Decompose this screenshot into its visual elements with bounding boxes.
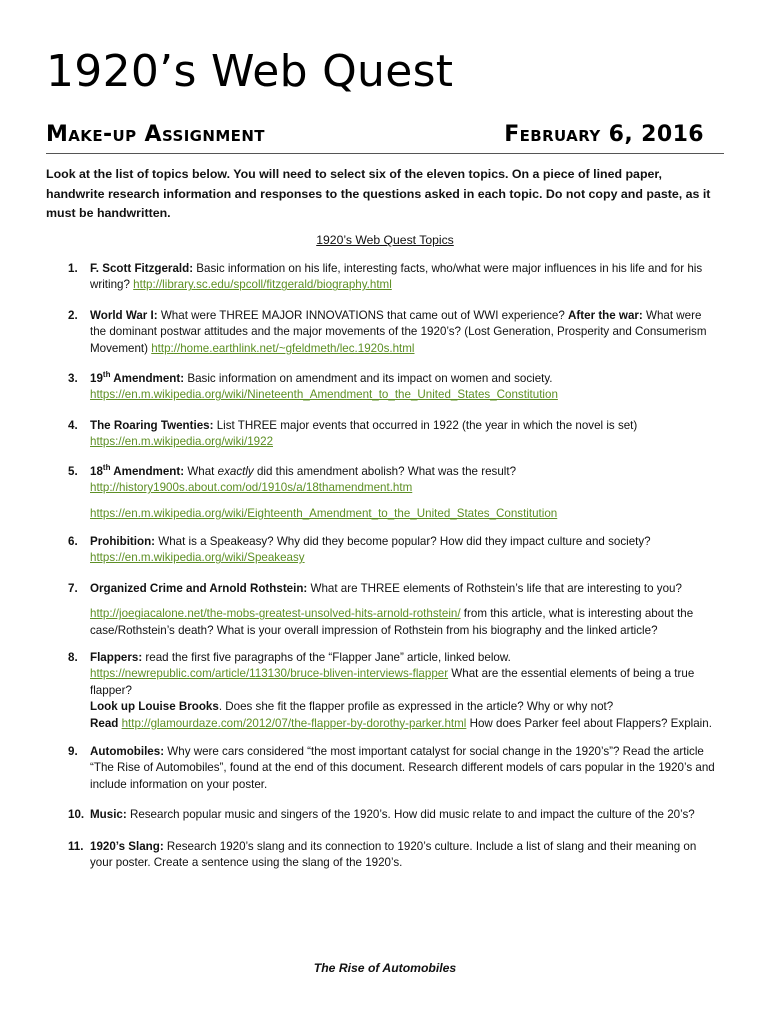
- topic-label-read: Read: [90, 716, 119, 730]
- topic-label-suffix: th: [102, 370, 111, 380]
- topic-label: F. Scott Fitzgerald:: [90, 262, 194, 275]
- document-page: [46, 0, 724, 1024]
- topic-text: read the first five paragraphs of the “Flapper Jane” article, linked below.: [142, 651, 511, 664]
- topic-text: Basic information on amendment and its impact on women and society.: [184, 372, 553, 385]
- topic-number: 8.: [68, 651, 78, 664]
- topic-item-wwi: [46, 308, 724, 357]
- topic-item-music: [46, 807, 724, 823]
- topic-label: Amendment:: [110, 372, 185, 385]
- topic-label: 1920’s Slang:: [90, 840, 164, 853]
- history-link[interactable]: http://history1900s.about.com/od/1910s/a/18thamendment.htm: [90, 481, 413, 495]
- topic-item-slang: [46, 839, 724, 872]
- topic-number: 9.: [68, 745, 78, 758]
- topic-number: 2.: [68, 309, 78, 322]
- topic-text: Why were cars considered “the most important catalyst for social change in the 1920’s”? Read the article “The Rise of Automobiles”, found at the end of this document. Research different models of cars popular in the 1920’s and include information on your poster.: [90, 745, 715, 791]
- topic-text: What are THREE elements of Rothstein’s life that are interesting to you?: [307, 582, 682, 595]
- article-link[interactable]: http://joegiacalone.net/the-mobs-greatest-unsolved-hits-arnold-rothstein/: [90, 607, 461, 621]
- topic-item-flappers: [46, 650, 724, 732]
- topic-label: Prohibition:: [90, 535, 156, 548]
- instructions-paragraph: Look at the list of topics below. You will need to select six of the eleven topics. On a piece of lined paper, handwrite research information and responses to the questions asked in each topic. Do not copy and paste, as it must be handwritten.: [46, 167, 711, 220]
- wikipedia-link[interactable]: https://en.m.wikipedia.org/wiki/Speakeasy: [90, 551, 305, 565]
- topic-label: Organized Crime and Arnold Rothstein:: [90, 582, 308, 595]
- topic-item-automobiles: [46, 744, 724, 793]
- topics-heading: 1920’s Web Quest Topics: [316, 233, 454, 247]
- wikipedia-link[interactable]: https://en.m.wikipedia.org/wiki/Nineteenth_Amendment_to_the_United_States_Constitution: [90, 388, 558, 402]
- topic-text: did this amendment abolish? What was the result?: [253, 465, 517, 478]
- topic-text: Basic information on his life, interesting facts, who/what were major influences in his life and for his writing?: [90, 262, 703, 292]
- topic-label: Amendment:: [110, 465, 185, 478]
- topic-label-number: 18: [90, 465, 103, 478]
- topic-item-prohibition: [46, 534, 724, 567]
- topic-label-suffix: th: [102, 463, 111, 473]
- topic-text: List THREE major events that occurred in 1922 (the year in which the novel is set): [213, 419, 638, 432]
- topic-number: 6.: [68, 535, 78, 548]
- assignment-date: February 6, 2016: [504, 122, 704, 147]
- topic-label: The Roaring Twenties:: [90, 419, 214, 432]
- article-title: The Rise of Automobiles: [313, 961, 457, 975]
- topic-number: 5.: [68, 465, 78, 478]
- topic-text: What were the dominant postwar attitudes and the major movements of the 1920’s? (Lost Generation, Prosperity and Consumerism Movement): [90, 309, 707, 355]
- topic-label: Flappers:: [90, 651, 143, 664]
- topic-label: Music:: [90, 808, 127, 821]
- topic-text-emphasis: exactly: [217, 465, 254, 478]
- topic-number: 1.: [68, 262, 78, 275]
- lecture-link[interactable]: http://home.earthlink.net/~gfeldmeth/lec.1920s.html: [151, 341, 415, 355]
- new-republic-link[interactable]: https://newrepublic.com/article/113130/bruce-bliven-interviews-flapper: [90, 667, 449, 681]
- biography-link[interactable]: http://library.sc.edu/spcoll/fitzgerald/biography.html: [133, 278, 392, 292]
- topic-label: World War I:: [90, 309, 158, 322]
- topic-text: What: [184, 465, 218, 478]
- glamourdaze-link[interactable]: http://glamourdaze.com/2012/07/the-flapper-by-dorothy-parker.html: [121, 716, 467, 730]
- topic-item-18th-amendment: [46, 464, 724, 522]
- assignment-subtitle: Make-up Assignment: [46, 122, 265, 147]
- topic-label: Automobiles:: [90, 745, 165, 758]
- topic-text: What is a Speakeasy? Why did they become popular? How did they impact culture and society?: [155, 535, 651, 548]
- topic-label-louise-brooks: Look up Louise Brooks: [90, 700, 219, 714]
- topic-item-fitzgerald: [46, 261, 724, 294]
- topic-text: What are the essential elements of being a true flapper?: [90, 667, 695, 697]
- topic-number: 7.: [68, 582, 78, 595]
- topic-item-19th-amendment: [46, 371, 724, 404]
- subtitle-bar: [46, 122, 724, 154]
- topic-number: 11.: [68, 840, 84, 853]
- topic-label-number: 19: [90, 372, 103, 385]
- wikipedia-link[interactable]: https://en.m.wikipedia.org/wiki/1922: [90, 435, 274, 449]
- topic-item-organized-crime: [46, 581, 724, 639]
- topic-text: . Does she fit the flapper profile as expressed in the article? Why or why not?: [218, 700, 614, 714]
- topic-number: 3.: [68, 372, 78, 385]
- topic-text: Research 1920’s slang and its connection to 1920’s culture. Include a list of slang and their meaning on your poster. Create a sentence using the slang of the 1920’s.: [90, 840, 697, 870]
- topic-text: from this article, what is interesting about the case/Rothstein’s death? What is your overall impression of Rothstein from his biography and the linked article?: [90, 607, 694, 637]
- topic-number: 10.: [68, 808, 85, 821]
- topic-item-roaring-twenties: [46, 418, 724, 451]
- topic-text: How does Parker feel about Flappers? Explain.: [466, 716, 712, 730]
- page-title: 1920’s Web Quest: [46, 46, 454, 97]
- topic-text: Research popular music and singers of the 1920’s. How did music relate to and impact the culture of the 20’s?: [126, 808, 695, 821]
- wikipedia-link[interactable]: https://en.m.wikipedia.org/wiki/Eighteenth_Amendment_to_the_United_States_Constitution: [90, 506, 558, 520]
- topic-text: What were THREE MAJOR INNOVATIONS that came out of WWI experience?: [157, 309, 569, 322]
- topic-number: 4.: [68, 419, 78, 432]
- topic-label-after-war: After the war:: [568, 309, 643, 322]
